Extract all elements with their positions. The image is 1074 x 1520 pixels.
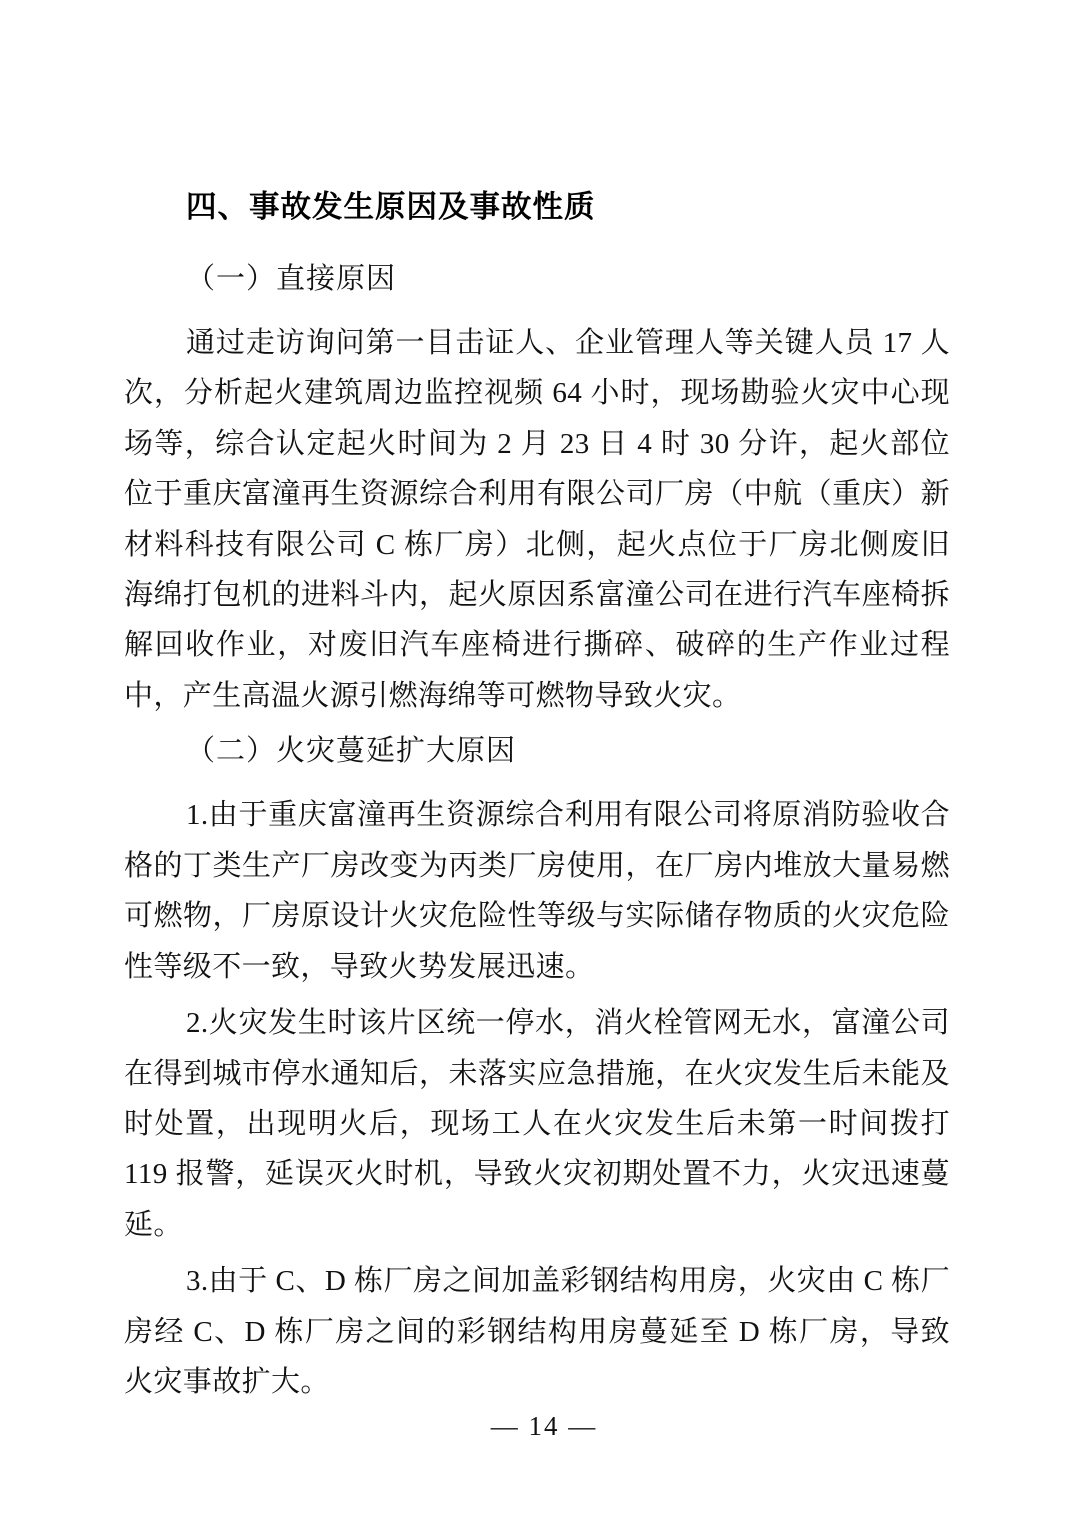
- paragraph-spread-cause-2: 2.火灾发生时该片区统一停水，消火栓管网无水，富潼公司在得到城市停水通知后，未落实应急措施，在火灾发生后未能及时处置，出现明火后，现场工人在火灾发生后未第一时间拨打 119 报警，延误灭火时机，导致火灾初期处置不力，火灾迅速蔓延。: [124, 1007, 950, 1241]
- paragraph-spread-cause-3: 3.由于 C、D 栋厂房之间加盖彩钢结构用房，火灾由 C 栋厂房经 C、D 栋厂房之间的彩钢结构用房蔓延至 D 栋厂房，导致火灾事故扩大。: [124, 1265, 950, 1399]
- paragraph-direct-cause: 通过走访询问第一目击证人、企业管理人等关键人员 17 人次，分析起火建筑周边监控视频 64 小时，现场勘验火灾中心现场等，综合认定起火时间为 2 月 23 日 4 时 30 分许，起火部位位于重庆富潼再生资源综合利用有限公司厂房（中航（重庆）新材料科技有限公司 C 栋厂房）北侧，起火点位于厂房北侧废旧海绵打包机的进料斗内，起火原因系富潼公司在进行汽车座椅拆解回收作业，对废旧汽车座椅进行撕碎、破碎的生产作业过程中，产生高温火源引燃海绵等可燃物导致火灾。: [124, 326, 950, 712]
- page-number: [0, 1411, 1074, 1442]
- subsection-heading-direct-cause: （一）直接原因: [186, 262, 397, 295]
- page-number-label: — 14 —: [490, 1411, 598, 1441]
- subsection-heading-spread-cause: （二）火灾蔓延扩大原因: [186, 735, 517, 768]
- paragraph-spread-cause-1: 1.由于重庆富潼再生资源综合利用有限公司将原消防验收合格的丁类生产厂房改变为丙类厂房使用，在厂房内堆放大量易燃可燃物，厂房原设计火灾危险性等级与实际储存物质的火灾危险性等级不一致，导致火势发展迅速。: [124, 799, 950, 983]
- section-heading: 四、事故发生原因及事故性质: [186, 190, 596, 224]
